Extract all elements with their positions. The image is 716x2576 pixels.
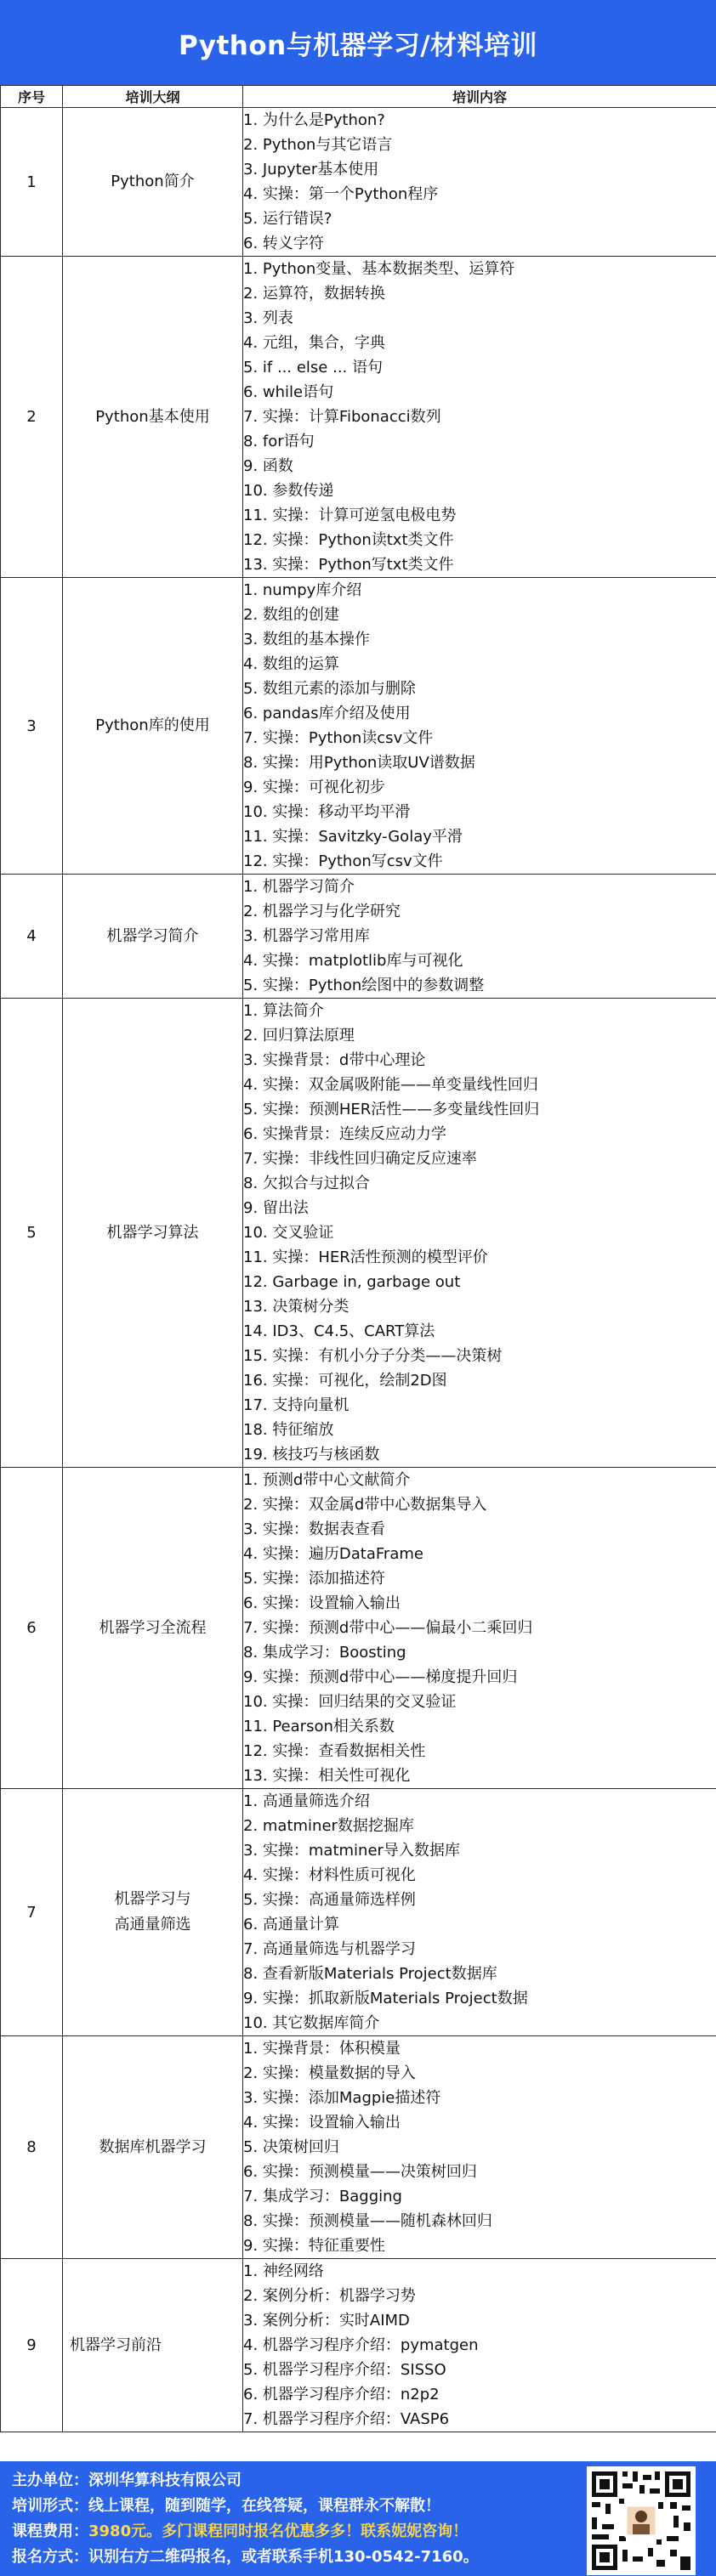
- content-item: 3. 实操：matminer导入数据库: [243, 1842, 460, 1860]
- content-item: 15. 实操：有机小分子分类——决策树: [243, 1347, 503, 1365]
- content-item: 16. 实操：可视化，绘制2D图: [243, 1372, 447, 1390]
- content-item: 6. pandas库介绍及使用: [243, 705, 411, 722]
- content-item: 4. 实操：双金属吸附能——单变量线性回归: [243, 1076, 538, 1094]
- content-item: 9. 实操：抓取新版Materials Project数据: [243, 1990, 528, 2007]
- content-item: 10. 实操：回归结果的交叉验证: [243, 1693, 457, 1711]
- content-item: 7. 实操：Python读csv文件: [243, 729, 434, 747]
- content-item: 1. 神经网络: [243, 2262, 324, 2280]
- footer-signup-label: 报名方式：: [12, 2548, 88, 2566]
- outline-line: 机器学习前沿: [70, 2335, 162, 2354]
- outline-line: 机器学习与: [114, 1890, 191, 1908]
- footer-fee: [12, 2519, 479, 2545]
- row-content: [243, 2036, 716, 2259]
- header-outline: 培训大纲: [63, 86, 243, 108]
- content-item: 8. 欠拟合与过拟合: [243, 1175, 370, 1192]
- curriculum-table: [0, 85, 716, 2432]
- table-row: [1, 999, 716, 1468]
- content-item: 6. 高通量计算: [243, 1916, 339, 1933]
- content-item: 4. 实操：遍历DataFrame: [243, 1545, 423, 1563]
- footer-format-value: 线上课程，随到随学，在线答疑，课程群永不解散！: [88, 2497, 440, 2515]
- content-item: 10. 实操：移动平均平滑: [243, 803, 411, 821]
- content-item: 13. 实操：相关性可视化: [243, 1767, 411, 1785]
- footer-signup: [12, 2545, 479, 2570]
- table-row: [1, 578, 716, 875]
- content-item: 12. 实操：查看数据相关性: [243, 1742, 426, 1760]
- content-item: 6. 实操背景：连续反应动力学: [243, 1125, 446, 1143]
- content-item: 5. 实操：添加描述符: [243, 1570, 385, 1588]
- outline-line: 数据库机器学习: [99, 2137, 207, 2156]
- outline-line: Python库的使用: [95, 716, 210, 734]
- row-index: 2: [1, 257, 63, 578]
- content-item: 13. 决策树分类: [243, 1298, 349, 1316]
- content-item: 5. 实操：高通量筛选样例: [243, 1891, 416, 1909]
- table-row: [1, 1789, 716, 2036]
- content-item: 9. 留出法: [243, 1199, 309, 1217]
- content-item: 11. 实操：HER活性预测的模型评价: [243, 1248, 488, 1266]
- footer-format: [12, 2494, 479, 2519]
- row-outline: [63, 257, 243, 578]
- row-index: 8: [1, 2036, 63, 2259]
- content-item: 6. 实操：设置输入输出: [243, 1594, 401, 1612]
- content-item: 5. if ... else ... 语句: [243, 359, 383, 376]
- outline-line: 机器学习算法: [106, 1223, 199, 1242]
- content-item: 10. 交叉验证: [243, 1224, 334, 1242]
- row-content: [243, 1468, 716, 1789]
- content-item: 8. for语句: [243, 433, 315, 450]
- content-item: 18. 特征缩放: [243, 1421, 334, 1439]
- row-index: 5: [1, 999, 63, 1468]
- content-item: 1. 实操背景：体积模量: [243, 2040, 401, 2058]
- content-item: 17. 支持向量机: [243, 1396, 349, 1414]
- row-content: [243, 108, 716, 257]
- content-item: 3. 列表: [243, 309, 293, 327]
- content-item: 11. 实操：计算可逆氢电极电势: [243, 507, 457, 524]
- content-item: 2. 实操：双金属d带中心数据集导入: [243, 1496, 487, 1514]
- content-item: 12. 实操：Python读txt类文件: [243, 531, 454, 549]
- content-item: 1. Python变量、基本数据类型、运算符: [243, 260, 515, 278]
- content-item: 7. 高通量筛选与机器学习: [243, 1940, 416, 1958]
- row-content: [243, 257, 716, 578]
- content-item: 3. 案例分析：实时AIMD: [243, 2312, 410, 2330]
- content-item: 2. 运算符，数据转换: [243, 285, 385, 303]
- content-item: 8. 集成学习：Boosting: [243, 1644, 406, 1662]
- row-outline: [63, 2259, 243, 2432]
- content-item: 4. 数组的运算: [243, 655, 339, 673]
- content-item: 1. 算法简介: [243, 1002, 324, 1020]
- content-item: 11. Pearson相关系数: [243, 1718, 395, 1735]
- table-row: [1, 875, 716, 999]
- outline-line: Python简介: [111, 173, 195, 190]
- content-item: 7. 机器学习程序介绍：VASP6: [243, 2410, 450, 2428]
- row-outline: [63, 108, 243, 257]
- content-item: 3. 实操：添加Magpie描述符: [243, 2089, 441, 2107]
- outline-line: 机器学习全流程: [99, 1618, 207, 1637]
- content-item: 19. 核技巧与核函数: [243, 1446, 380, 1464]
- content-item: 7. 实操：预测d带中心——偏最小二乘回归: [243, 1619, 533, 1637]
- row-content: [243, 999, 716, 1468]
- row-content: [243, 1789, 716, 2036]
- content-item: 5. 决策树回归: [243, 2138, 339, 2156]
- content-item: 4. 机器学习程序介绍：pymatgen: [243, 2336, 479, 2354]
- content-item: 12. 实操：Python写csv文件: [243, 852, 443, 870]
- content-item: 1. 高通量筛选介绍: [243, 1792, 370, 1810]
- row-index: 9: [1, 2259, 63, 2432]
- content-item: 5. 实操：预测HER活性——多变量线性回归: [243, 1101, 540, 1118]
- content-item: 3. Jupyter基本使用: [243, 161, 379, 178]
- content-item: 5. 机器学习程序介绍：SISSO: [243, 2361, 446, 2379]
- footer-signup-value: 识别右方二维码报名，或者联系手机130-0542-7160。: [88, 2548, 479, 2566]
- row-outline: [63, 578, 243, 875]
- row-index: 3: [1, 578, 63, 875]
- row-outline: [63, 1789, 243, 2036]
- content-item: 3. 数组的基本操作: [243, 631, 370, 648]
- content-item: 6. 实操：预测模量——决策树回归: [243, 2163, 477, 2181]
- content-item: 3. 实操背景：d带中心理论: [243, 1051, 426, 1069]
- page-title: Python与机器学习/材料培训: [0, 0, 716, 85]
- content-item: 2. 回归算法原理: [243, 1027, 355, 1045]
- content-item: 6. 机器学习程序介绍：n2p2: [243, 2386, 440, 2403]
- content-item: 7. 实操：非线性回归确定反应速率: [243, 1150, 477, 1168]
- content-item: 2. 机器学习与化学研究: [243, 903, 401, 920]
- outline-line: Python基本使用: [95, 407, 210, 426]
- row-outline: [63, 1468, 243, 1789]
- content-item: 12. Garbage in, garbage out: [243, 1273, 461, 1291]
- content-item: 4. 元组，集合，字典: [243, 334, 385, 352]
- footer-format-label: 培训形式：: [12, 2497, 88, 2515]
- content-item: 6. while语句: [243, 383, 334, 401]
- content-item: 9. 实操：预测d带中心——梯度提升回归: [243, 1668, 518, 1686]
- row-index: 1: [1, 108, 63, 257]
- content-item: 7. 实操：计算Fibonacci数列: [243, 408, 441, 426]
- content-item: 3. 实操：数据表查看: [243, 1520, 385, 1538]
- content-item: 1. 机器学习简介: [243, 878, 355, 896]
- content-item: 6. 转义字符: [243, 235, 324, 252]
- content-item: 3. 机器学习常用库: [243, 927, 370, 945]
- row-outline: [63, 999, 243, 1468]
- content-item: 5. 运行错误?: [243, 210, 332, 228]
- row-content: [243, 2259, 716, 2432]
- content-item: 8. 实操：用Python读取UV谱数据: [243, 754, 475, 772]
- content-item: 11. 实操：Savitzky-Golay平滑: [243, 828, 463, 846]
- row-content: [243, 875, 716, 999]
- content-item: 2. matminer数据挖掘库: [243, 1817, 414, 1835]
- content-item: 2. 数组的创建: [243, 606, 339, 624]
- content-item: 2. 案例分析：机器学习势: [243, 2287, 416, 2305]
- content-item: 10. 其它数据库简介: [243, 2014, 380, 2032]
- content-item: 2. Python与其它语言: [243, 136, 393, 154]
- row-outline: [63, 2036, 243, 2259]
- qr-code-icon[interactable]: [587, 2466, 696, 2575]
- footer-fee-label: 课程费用：: [12, 2522, 88, 2540]
- table-row: [1, 1468, 716, 1789]
- row-index: 6: [1, 1468, 63, 1789]
- content-item: 9. 实操：特征重要性: [243, 2237, 385, 2255]
- table-row: [1, 2036, 716, 2259]
- content-item: 7. 集成学习：Bagging: [243, 2188, 402, 2205]
- content-item: 1. 为什么是Python?: [243, 111, 385, 129]
- content-item: 9. 函数: [243, 457, 293, 475]
- row-index: 7: [1, 1789, 63, 2036]
- content-item: 4. 实操：设置输入输出: [243, 2114, 401, 2132]
- content-item: 1. numpy库介绍: [243, 581, 362, 599]
- content-item: 1. 预测d带中心文献简介: [243, 1471, 411, 1489]
- outline-line: 高通量筛选: [114, 1916, 191, 1933]
- footer-organizer: [12, 2468, 479, 2494]
- content-item: 8. 查看新版Materials Project数据库: [243, 1965, 497, 1983]
- header-index: 序号: [1, 86, 63, 108]
- content-item: 2. 实操：模量数据的导入: [243, 2064, 416, 2082]
- content-item: 10. 参数传递: [243, 482, 334, 500]
- table-row: [1, 2259, 716, 2432]
- outline-line: 机器学习简介: [106, 926, 199, 945]
- footer-fee-value: 3980元。多门课程同时报名优惠多多！联系妮妮咨询！: [88, 2522, 469, 2540]
- content-item: 4. 实操：matplotlib库与可视化: [243, 952, 463, 970]
- footer-organizer-value: 深圳华算科技有限公司: [88, 2471, 242, 2489]
- footer-organizer-label: 主办单位：: [12, 2471, 88, 2489]
- content-item: 5. 数组元素的添加与删除: [243, 680, 416, 698]
- content-item: 4. 实操：材料性质可视化: [243, 1866, 416, 1884]
- content-item: 4. 实操：第一个Python程序: [243, 185, 439, 203]
- content-item: 14. ID3、C4.5、CART算法: [243, 1322, 435, 1340]
- row-content: [243, 578, 716, 875]
- header-content: 培训内容: [243, 86, 716, 108]
- content-item: 13. 实操：Python写txt类文件: [243, 556, 454, 574]
- table-row: [1, 108, 716, 257]
- row-index: 4: [1, 875, 63, 999]
- table-row: [1, 257, 716, 578]
- table-header-row: [1, 86, 716, 108]
- row-outline: [63, 875, 243, 999]
- content-item: 9. 实操：可视化初步: [243, 778, 385, 796]
- footer-info: [0, 2461, 716, 2576]
- content-item: 8. 实操：预测模量——随机森林回归: [243, 2212, 492, 2230]
- content-item: 5. 实操：Python绘图中的参数调整: [243, 977, 485, 994]
